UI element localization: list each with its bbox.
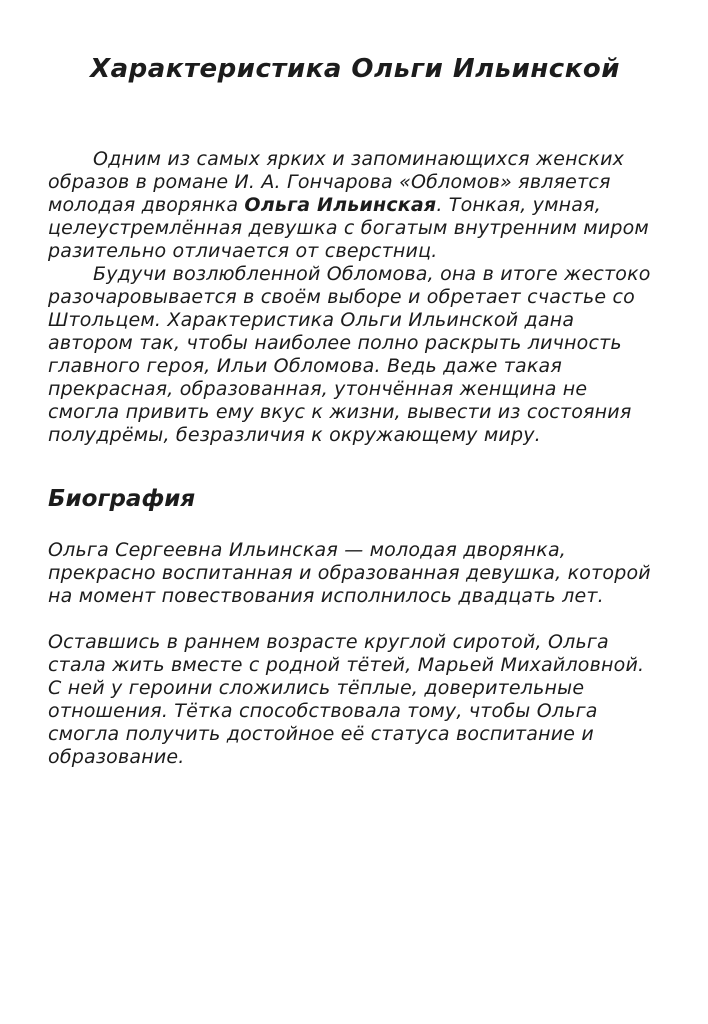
intro-paragraph-1-lead: Одним из самых ярких и запоминающихся женских образов в романе И. А. Гончарова «Обломов» является молодая дворянка	[48, 148, 625, 216]
biography-heading: Биография	[48, 486, 196, 512]
biography-paragraph-1: Ольга Сергеевна Ильинская — молодая дворянка, прекрасно воспитанная и образованная девушка, которой на момент повествования исполнилось двадцать лет.	[48, 539, 651, 607]
intro-paragraph-1	[48, 148, 662, 263]
intro-paragraph-1-tail: . Тонкая, умная, целеустремлённая девушка с богатым внутренним миром разительно отличается от сверстниц.	[48, 194, 649, 262]
biography-paragraph-2: Оставшись в раннем возрасте круглой сиротой, Ольга стала жить вместе с родной тётей, Марьей Михайловной. С ней у героини сложились тёплые, доверительные отношения. Тётка способствовала тому, чтобы Ольга смогла получить достойное её статуса воспитание и образование.	[48, 631, 645, 768]
character-name-bold: Ольга Ильинская	[244, 194, 437, 216]
intro-paragraph-2: Будучи возлюбленной Обломова, она в итоге жестоко разочаровывается в своём выборе и обретает счастье со Штольцем. Характеристика Ольги Ильинской дана автором так, чтобы наиболее полно раскрыть личность главного героя, Ильи Обломова. Ведь даже такая прекрасная, образованная, утончённая женщина не смогла привить ему вкус к жизни, вывести из состояния полудрёмы, безразличия к окружающему миру.	[48, 263, 651, 446]
document-title: Характеристика Ольги Ильинской	[90, 54, 620, 84]
